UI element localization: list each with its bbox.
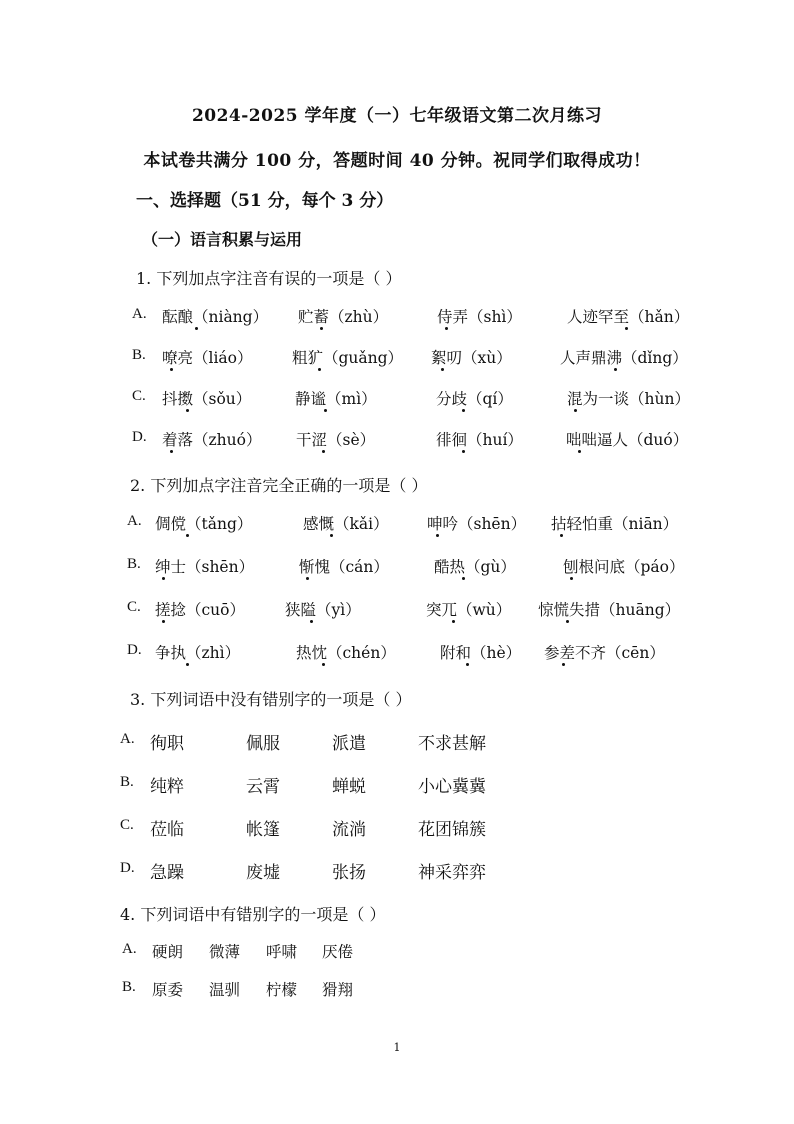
emphasis-dot xyxy=(306,577,309,580)
emphasis-dot xyxy=(322,450,325,453)
emphasis-dot xyxy=(574,409,577,412)
page-subtitle: 本试卷共满分 100 分，答题时间 40 分钟。祝同学们取得成功！ xyxy=(143,151,651,171)
emphasis-dot xyxy=(170,368,173,371)
subsection-heading: （一）语言积累与运用 xyxy=(142,230,303,249)
q1-d-item-1: 着落（zhuó） xyxy=(162,431,262,449)
q2-option-b-letter: B. xyxy=(127,556,141,572)
q3-d-item-4: 神采弈弈 xyxy=(418,863,486,883)
q2-option-a-letter: A. xyxy=(127,513,142,529)
q4-a-item-3: 呼啸 xyxy=(266,943,298,961)
q1-c-item-4: 混为一谈（hùn） xyxy=(567,390,690,408)
emphasis-dot xyxy=(562,663,565,666)
section-heading: 一、选择题（51 分，每个 3 分） xyxy=(136,191,394,211)
q1-a-item-3: 侍弄（shì） xyxy=(437,308,522,326)
emphasis-dot xyxy=(445,327,448,330)
emphasis-dot xyxy=(195,327,198,330)
q3-a-item-3: 派遣 xyxy=(332,734,366,754)
q3-b-item-4: 小心冀冀 xyxy=(418,777,486,797)
q1-a-item-4: 人迹罕至（hǎn） xyxy=(567,308,690,326)
emphasis-dot xyxy=(462,409,465,412)
emphasis-dot xyxy=(162,620,165,623)
q2-d-item-2: 热忱（chén） xyxy=(296,644,396,662)
q3-d-item-1: 急躁 xyxy=(150,863,184,883)
q4-a-item-1: 硬朗 xyxy=(152,943,184,961)
q1-c-item-3: 分歧（qí） xyxy=(436,390,513,408)
q3-b-item-2: 云霄 xyxy=(246,777,280,797)
q2-a-item-2: 感慨（kǎi） xyxy=(303,515,389,533)
q3-a-item-1: 徇职 xyxy=(150,734,184,754)
q4-option-b-letter: B. xyxy=(122,979,136,995)
q4-b-item-1: 原委 xyxy=(152,981,184,999)
q3-option-c-letter: C. xyxy=(120,817,134,833)
q1-d-item-4: 咄咄逼人（duó） xyxy=(566,431,689,449)
q2-a-item-4: 拈轻怕重（niān） xyxy=(551,515,679,533)
q3-b-item-3: 蝉蜕 xyxy=(332,777,366,797)
emphasis-dot xyxy=(324,409,327,412)
q3-c-item-4: 花团锦簇 xyxy=(418,820,486,840)
emphasis-dot xyxy=(452,620,455,623)
q4-a-item-2: 微薄 xyxy=(209,943,241,961)
q1-c-item-1: 抖擞（sǒu） xyxy=(162,390,252,408)
q1-a-item-1: 酝酿（niàng） xyxy=(162,308,269,326)
q2-b-item-2: 惭愧（cán） xyxy=(299,558,389,576)
q1-d-item-3: 徘徊（huí） xyxy=(436,431,523,449)
page-number: 1 xyxy=(393,1041,401,1054)
q3-c-item-3: 流淌 xyxy=(332,820,366,840)
q3-b-item-1: 纯粹 xyxy=(150,777,184,797)
question-4-stem: 4. 下列词语中有错别字的一项是（ ） xyxy=(120,905,386,924)
q1-b-item-4: 人声鼎沸（dǐng） xyxy=(560,349,688,367)
q2-b-item-4: 刨根问底（páo） xyxy=(563,558,685,576)
q2-b-item-3: 酷热（gù） xyxy=(434,558,516,576)
q3-option-d-letter: D. xyxy=(120,860,135,876)
q1-option-a-letter: A. xyxy=(132,306,147,322)
q4-b-item-2: 温驯 xyxy=(209,981,241,999)
q2-d-item-1: 争执（zhì） xyxy=(155,644,241,662)
emphasis-dot xyxy=(186,663,189,666)
q3-c-item-2: 帐篷 xyxy=(246,820,280,840)
q3-c-item-1: 莅临 xyxy=(150,820,184,840)
emphasis-dot xyxy=(186,534,189,537)
q4-b-item-3: 柠檬 xyxy=(266,981,298,999)
q1-option-b-letter: B. xyxy=(132,347,146,363)
q1-a-item-2: 贮蓄（zhù） xyxy=(298,308,389,326)
q3-a-item-2: 佩服 xyxy=(246,734,280,754)
q4-option-a-letter: A. xyxy=(122,941,137,957)
emphasis-dot xyxy=(320,327,323,330)
q3-option-b-letter: B. xyxy=(120,774,134,790)
q4-b-item-4: 猾翔 xyxy=(322,981,354,999)
q2-c-item-3: 突兀（wù） xyxy=(426,601,512,619)
question-3-stem: 3. 下列词语中没有错别字的一项是（ ） xyxy=(130,690,412,709)
page-title: 2024-2025 学年度（一）七年级语文第二次月练习 xyxy=(191,106,603,126)
q2-d-item-3: 附和（hè） xyxy=(440,644,522,662)
emphasis-dot xyxy=(318,368,321,371)
emphasis-dot xyxy=(322,663,325,666)
emphasis-dot xyxy=(614,368,617,371)
q2-c-item-4: 惊慌失措（huāng） xyxy=(538,601,681,619)
emphasis-dot xyxy=(441,368,444,371)
q1-b-item-2: 粗犷（guǎng） xyxy=(292,349,404,367)
emphasis-dot xyxy=(466,663,469,666)
emphasis-dot xyxy=(578,450,581,453)
q3-d-item-3: 张扬 xyxy=(332,863,366,883)
emphasis-dot xyxy=(625,327,628,330)
q2-option-c-letter: C. xyxy=(127,599,141,615)
q2-a-item-3: 呻吟（shēn） xyxy=(427,515,527,533)
emphasis-dot xyxy=(170,450,173,453)
q1-b-item-1: 嘹亮（liáo） xyxy=(162,349,253,367)
q3-d-item-2: 废墟 xyxy=(246,863,280,883)
emphasis-dot xyxy=(570,577,573,580)
q1-b-item-3: 絮叨（xù） xyxy=(431,349,512,367)
q2-c-item-2: 狭隘（yì） xyxy=(285,601,361,619)
emphasis-dot xyxy=(436,534,439,537)
q2-b-item-1: 绅士（shēn） xyxy=(155,558,255,576)
q3-a-item-4: 不求甚解 xyxy=(418,734,486,754)
q1-option-d-letter: D. xyxy=(132,429,147,445)
emphasis-dot xyxy=(330,534,333,537)
question-2-stem: 2. 下列加点字注音完全正确的一项是（ ） xyxy=(130,476,428,495)
q4-a-item-4: 厌倦 xyxy=(322,943,354,961)
emphasis-dot xyxy=(186,409,189,412)
emphasis-dot xyxy=(566,620,569,623)
q1-d-item-2: 干涩（sè） xyxy=(296,431,376,449)
emphasis-dot xyxy=(560,534,563,537)
question-1-stem: 1. 下列加点字注音有误的一项是（ ） xyxy=(136,269,402,288)
q3-option-a-letter: A. xyxy=(120,731,135,747)
q2-c-item-1: 搓捻（cuō） xyxy=(155,601,245,619)
q2-a-item-1: 倜傥（tǎng） xyxy=(155,515,253,533)
emphasis-dot xyxy=(462,450,465,453)
q2-d-item-4: 参差不齐（cēn） xyxy=(544,644,665,662)
emphasis-dot xyxy=(310,620,313,623)
emphasis-dot xyxy=(162,577,165,580)
q1-c-item-2: 静谧（mì） xyxy=(295,390,377,408)
q2-option-d-letter: D. xyxy=(127,642,142,658)
emphasis-dot xyxy=(462,577,465,580)
q1-option-c-letter: C. xyxy=(132,388,146,404)
